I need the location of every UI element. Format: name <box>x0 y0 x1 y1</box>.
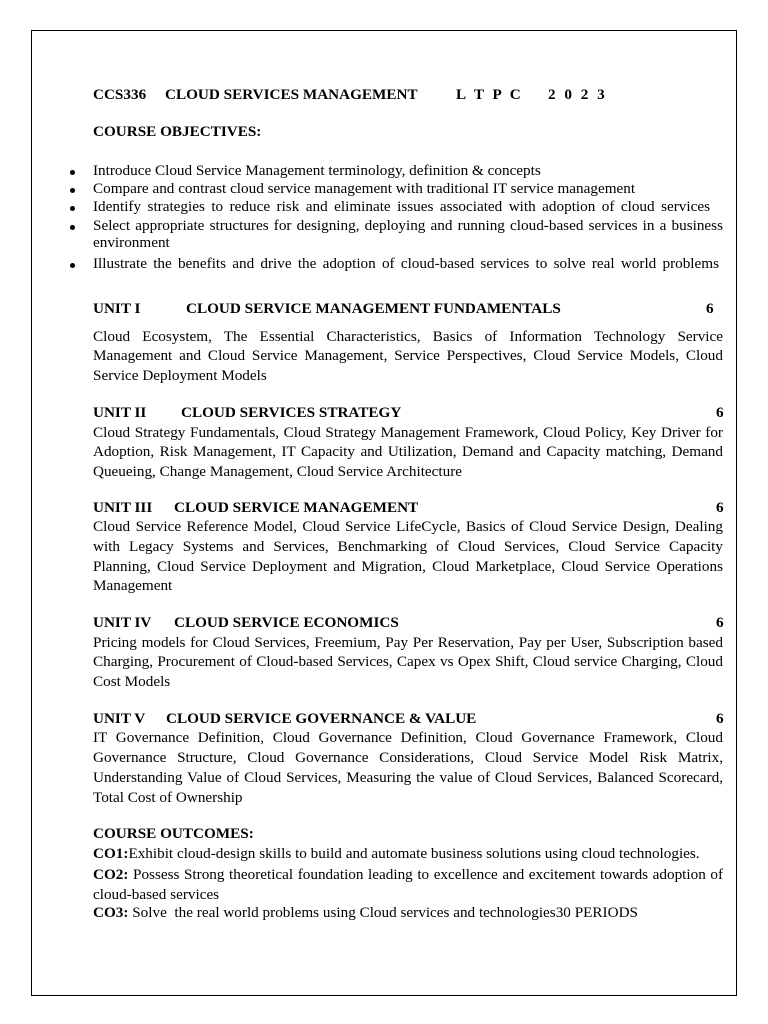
unit-description-line: with Legacy Systems and Services, Benchmarking of Cloud Services, Cloud Service Capacity <box>93 538 723 555</box>
unit-label: UNIT II <box>93 404 147 421</box>
objectives-heading: COURSE OBJECTIVES: <box>93 123 262 140</box>
unit-description-line: Cloud Strategy Fundamentals, Cloud Strategy Management Framework, Cloud Policy, Key Driver for <box>93 424 723 441</box>
bullet-icon <box>70 263 75 268</box>
unit-description-line: Governance Structure, Cloud Governance Considerations, Cloud Service Model Risk Matrix, <box>93 749 723 766</box>
unit-label: UNIT III <box>93 499 153 516</box>
outcome-label: CO1: <box>93 845 129 862</box>
unit-description-line: Cloud Ecosystem, The Essential Characteristics, Basics of Information Technology Service <box>93 328 723 345</box>
unit-title: CLOUD SERVICES STRATEGY <box>181 404 402 421</box>
unit-label: UNIT IV <box>93 614 152 631</box>
ltpc-label: L T P C <box>456 86 521 103</box>
unit-hours: 6 <box>716 404 724 421</box>
outcome-label: CO3: <box>93 904 129 921</box>
objective-text: Select appropriate structures for designing, deploying and running cloud-based services in a business <box>93 217 723 234</box>
unit-header <box>0 710 768 728</box>
unit-description-line: Charging, Procurement of Cloud-based Services, Capex vs Opex Shift, Cloud service Charging, Cloud <box>93 653 723 670</box>
unit-header <box>0 614 768 632</box>
unit-title: CLOUD SERVICE GOVERNANCE & VALUE <box>166 710 477 727</box>
unit-header <box>0 404 768 422</box>
outcome-item <box>93 845 700 863</box>
objective-text: Identify strategies to reduce risk and eliminate issues associated with adoption of cloud services <box>93 198 710 215</box>
unit-title: CLOUD SERVICE MANAGEMENT FUNDAMENTALS <box>186 300 561 317</box>
outcome-item <box>93 904 638 922</box>
bullet-icon <box>70 170 75 175</box>
objective-text: environment <box>93 234 170 251</box>
outcome-label: CO2: <box>93 866 129 883</box>
unit-header <box>0 300 768 318</box>
outcome-text-continuation: cloud-based services <box>93 886 220 903</box>
unit-hours: 6 <box>706 300 714 317</box>
unit-description-line: Pricing models for Cloud Services, Freemium, Pay Per Reservation, Pay per User, Subscription based <box>93 634 723 651</box>
unit-description-line: Total Cost of Ownership <box>93 789 243 806</box>
outcome-text: Exhibit cloud-design skills to build and automate business solutions using cloud technologies. <box>128 845 700 862</box>
outcome-text: Possess Strong theoretical foundation leading to excellence and excitement towards adoption of <box>133 866 723 883</box>
outcome-item <box>93 866 723 884</box>
course-code: CCS336 <box>93 86 147 103</box>
outcomes-heading: COURSE OUTCOMES: <box>93 825 254 842</box>
unit-hours: 6 <box>716 710 724 727</box>
outcome-text: Solve the real world problems using Cloud services and technologies30 PERIODS <box>132 904 638 921</box>
course-title: CLOUD SERVICES MANAGEMENT <box>165 86 418 103</box>
unit-description-line: Planning, Cloud Service Deployment and Migration, Cloud Marketplace, Cloud Service Operations <box>93 558 723 575</box>
unit-hours: 6 <box>716 614 724 631</box>
objective-text: Illustrate the benefits and drive the adoption of cloud-based services to solve real world problems <box>93 255 719 272</box>
unit-description-line: Service Deployment Models <box>93 367 267 384</box>
unit-label: UNIT I <box>93 300 141 317</box>
objective-text: Introduce Cloud Service Management terminology, definition & concepts <box>93 162 541 179</box>
unit-description-line: Management and Cloud Service Management, Service Perspectives, Cloud Service Models, Cloud <box>93 347 723 364</box>
unit-header <box>0 499 768 517</box>
unit-description-line: IT Governance Definition, Cloud Governance Definition, Cloud Governance Framework, Cloud <box>93 729 723 746</box>
unit-description-line: Management <box>93 577 173 594</box>
bullet-icon <box>70 188 75 193</box>
unit-title: CLOUD SERVICE ECONOMICS <box>174 614 399 631</box>
course-header <box>0 86 768 104</box>
unit-description-line: Understanding Value of Cloud Services, Measuring the value of Cloud Services, Balanced Scorecard, <box>93 769 723 786</box>
unit-description-line: Queueing, Change Management, Cloud Service Architecture <box>93 463 463 480</box>
bullet-icon <box>70 206 75 211</box>
unit-description-line: Cloud Service Reference Model, Cloud Service LifeCycle, Basics of Cloud Service Design, Dealing <box>93 518 723 535</box>
unit-description-line: Cost Models <box>93 673 171 690</box>
bullet-icon <box>70 225 75 230</box>
ltpc-values: 2 0 2 3 <box>548 86 605 103</box>
unit-title: CLOUD SERVICE MANAGEMENT <box>174 499 419 516</box>
unit-hours: 6 <box>716 499 724 516</box>
unit-description-line: Adoption, Risk Management, IT Capacity and Utilization, Demand and Capacity matching, Demand <box>93 443 723 460</box>
unit-label: UNIT V <box>93 710 146 727</box>
objective-text: Compare and contrast cloud service management with traditional IT service management <box>93 180 636 197</box>
